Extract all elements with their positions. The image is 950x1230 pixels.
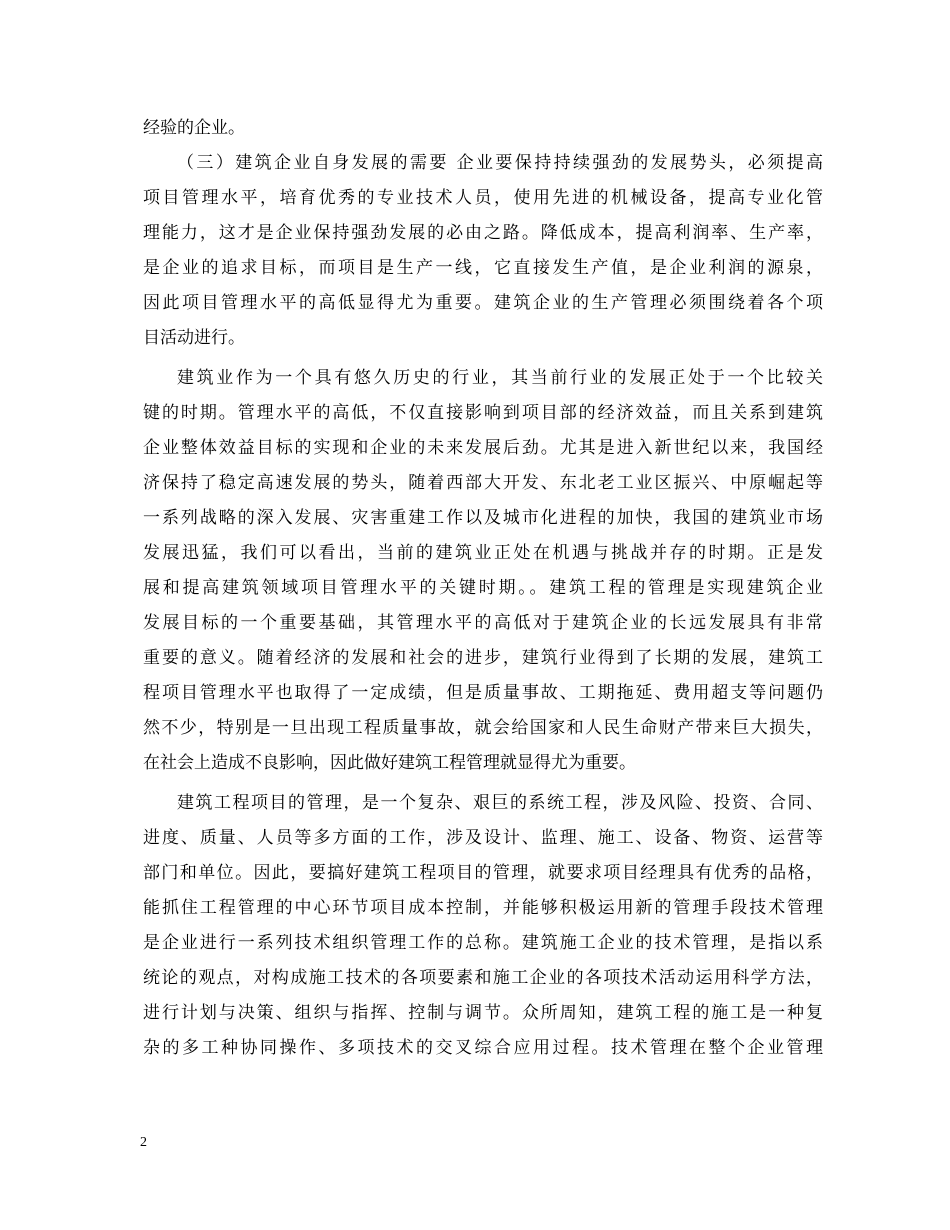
text-line: 发展目标的一个重要基础，其管理水平的高低对于建筑企业的长远发展具有非常 [143,613,823,633]
text-line: （三）建筑企业自身发展的需要 企业要保持持续强劲的发展势头，必须提高 [177,153,823,173]
text-line: 程项目管理水平也取得了一定成绩，但是质量事故、工期拖延、费用超支等问题仍 [143,683,823,703]
text-line: 然不少，特别是一旦出现工程质量事故，就会给国家和人民生命财产带来巨大损失， [143,718,823,738]
text-line: 进行计划与决策、组织与指挥、控制与调节。众所周知，建筑工程的施工是一种复 [143,1003,823,1023]
text-line: 展和提高建筑领域项目管理水平的关键时期。。建筑工程的管理是实现建筑企业 [143,578,823,598]
text-line: 目活动进行。 [143,328,245,348]
text-line: 进度、质量、人员等多方面的工作，涉及设计、监理、施工、设备、物资、运营等 [143,828,823,848]
text-line: 理能力，这才是企业保持强劲发展的必由之路。降低成本，提高利润率、生产率， [143,223,823,243]
text-line: 统论的观点，对构成施工技术的各项要素和施工企业的各项技术活动运用科学方法， [143,968,823,988]
text-line: 部门和单位。因此，要搞好建筑工程项目的管理，就要求项目经理具有优秀的品格， [143,863,823,883]
text-line: 济保持了稳定高速发展的势头，随着西部大开发、东北老工业区振兴、中原崛起等 [143,473,823,493]
text-line: 杂的多工种协同操作、多项技术的交叉综合应用过程。技术管理在整个企业管理 [143,1038,823,1058]
text-line: 建筑业作为一个具有悠久历史的行业，其当前行业的发展正处于一个比较关 [177,368,823,388]
text-line: 经验的企业。 [143,118,245,138]
page-number: 2 [140,1135,147,1150]
text-line: 能抓住工程管理的中心环节项目成本控制，并能够积极运用新的管理手段技术管理 [143,898,823,918]
text-line: 键的时期。管理水平的高低，不仅直接影响到项目部的经济效益，而且关系到建筑 [143,403,823,423]
text-line: 重要的意义。随着经济的发展和社会的进步，建筑行业得到了长期的发展，建筑工 [143,648,823,668]
text-line: 一系列战略的深入发展、灾害重建工作以及城市化进程的加快，我国的建筑业市场 [143,508,823,528]
text-line: 是企业进行一系列技术组织管理工作的总称。建筑施工企业的技术管理，是指以系 [143,933,823,953]
text-line: 建筑工程项目的管理，是一个复杂、艰巨的系统工程，涉及风险、投资、合同、 [177,793,823,813]
text-line: 是企业的追求目标，而项目是生产一线，它直接发生产值，是企业利润的源泉， [143,258,823,278]
text-line: 发展迅猛，我们可以看出，当前的建筑业正处在机遇与挑战并存的时期。正是发 [143,543,823,563]
text-line: 因此项目管理水平的高低显得尤为重要。建筑企业的生产管理必须围绕着各个项 [143,293,823,313]
text-line: 在社会上造成不良影响，因此做好建筑工程管理就显得尤为重要。 [143,753,636,773]
text-line: 企业整体效益目标的实现和企业的未来发展后劲。尤其是进入新世纪以来，我国经 [143,438,823,458]
text-line: 项目管理水平，培育优秀的专业技术人员，使用先进的机械设备，提高专业化管 [143,188,823,208]
